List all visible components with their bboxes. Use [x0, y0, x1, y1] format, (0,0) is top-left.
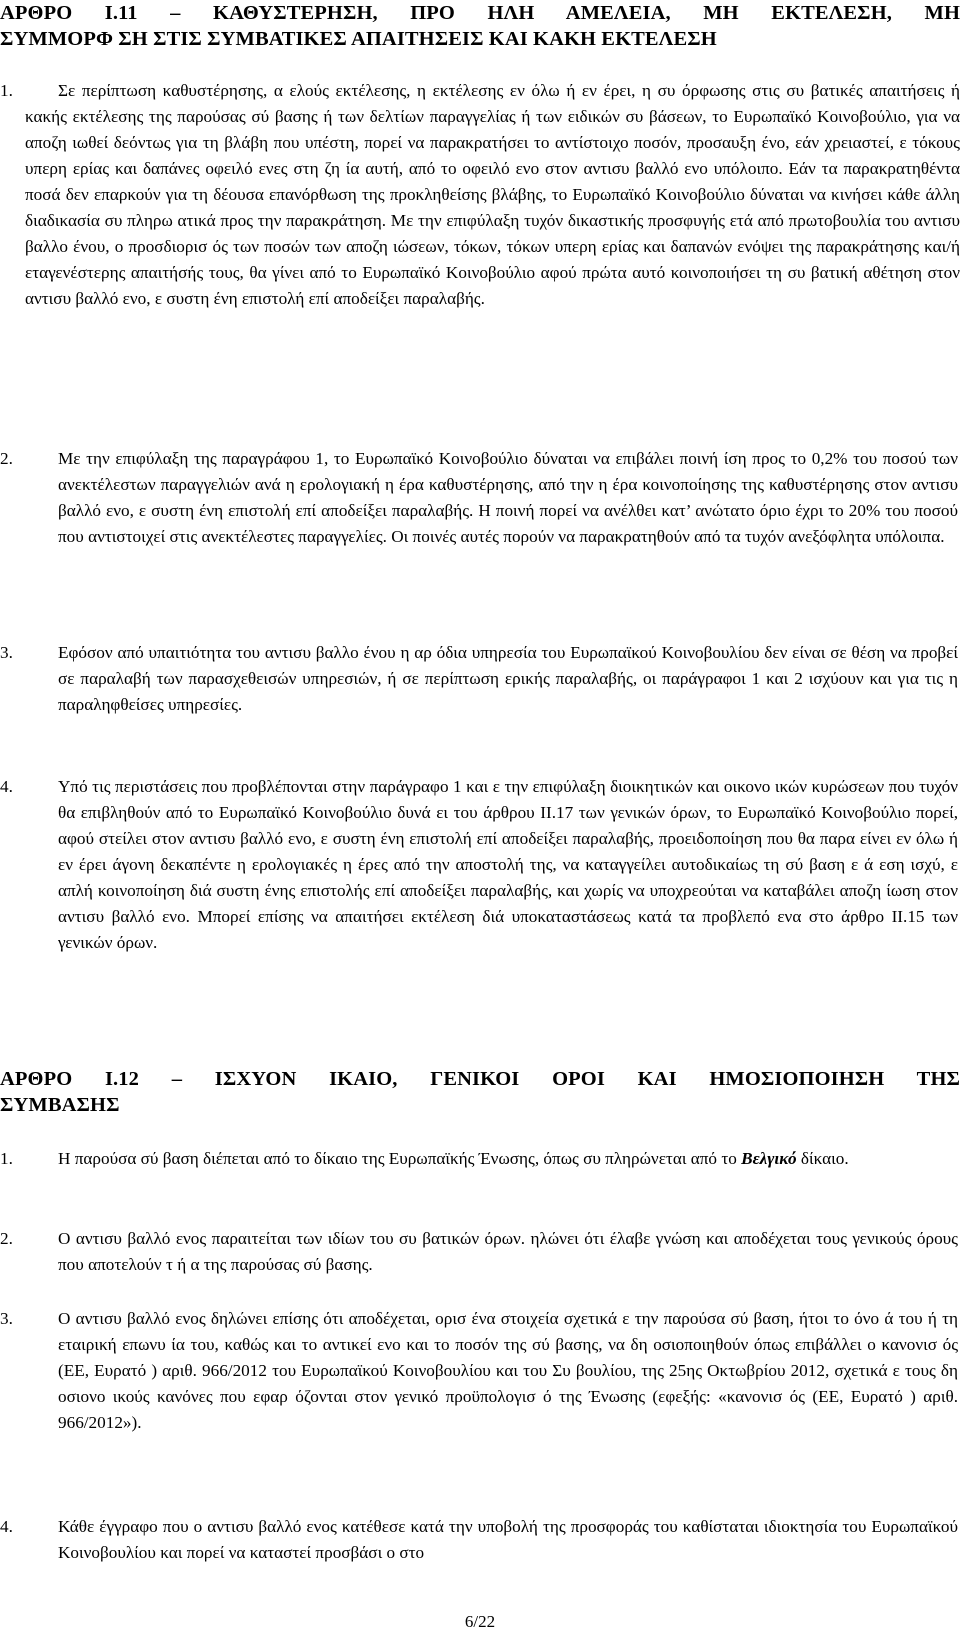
clause-text: Ο αντισυ βαλλό ενος δηλώνει επίσης ότι αποδέχεται, ορισ ένα στοιχεία σχετικά ε την παρούσα σύ βαση, ήτοι το όνο ά του ή τη εταιρική επωνυ ία του, καθώς και το αντικεί ενο και το ποσόν της σύ βασης, να δη οσιοποιηθούν όπως επιβάλλει ο κανονισ ός (ΕΕ, Ευρατό ) αριθ. 966/2012 του Ευρωπαϊκού Κοινοβουλίου και του Συ βουλίου, της 25ης Οκτωβρίου 2012, σχετικά ε τους δη οσιονο ικούς κανόνες που εφαρ όζονται στον γενικό προϋπολογισ ό της Ένωσης (εφεξής: «κανονισ ός (ΕΕ, Ευρατό ) αριθ. 966/2012»).: [58, 1309, 958, 1432]
article-11-heading-line-1: ΑΡΘΡΟ Ι.11 – ΚΑΘΥΣΤΕΡΗΣΗ, ΠΡΟ ΗΛΗ ΑΜΕΛΕΙΑ, ΜΗ ΕΚΤΕΛΕΣΗ, ΜΗ: [0, 2, 960, 24]
article-12-heading-line-2: ΣΥΜΒΑΣΗΣ: [0, 1094, 120, 1116]
article-11-heading: [0, 0, 960, 52]
clause-number: 2.: [0, 449, 13, 468]
clause-text-emphasis: Βελγικό: [741, 1149, 797, 1168]
clause-text: [58, 1146, 958, 1172]
clause-text: Σε περίπτωση καθυστέρησης, α ελούς εκτέλεσης, η εκτέλεσης εν όλω ή εν έρει, η συ όρφωσης στις συ βατικές απαιτήσεις ή κακής εκτέλεσης της παρούσας σύ βασης ή των δελτίων παραγγελίας ή των ειδικών συ βάσεων, το Ευρωπαϊκό Κοινοβούλιο, για να αποζη ιωθεί δεόντως για τη βλάβη που υπέστη, πορεί να παρακρατήσει το αντίστοιχο ποσόν, προσαυξη ένο, εάν χρειαστεί, ε τόκους υπερη ερίας και δαπάνες οφειλό ενες στη ζη ία αυτή, από το οφειλό ενο στον αντισυ βαλλό ενο υπόλοιπο. Εάν τα παρακρατηθέντα ποσά δεν επαρκούν για τη δέουσα επανόρθωση της προκληθείσης βλάβης, το Ευρωπαϊκό Κοινοβούλιο δύναται να κινήσει κάθε άλλη διαδικασία συ πληρω ατικά προς την παρακράτηση. Με την επιφύλαξη τυχόν δικαστικής προσφυγής ετά από πρωτοβουλία του αντισυ βαλλο ένου, ο προσδιορισ ός των ποσών των αποζη ιώσεων, τόκων, τόκων υπερη ερίας και δαπανών ενόψει της παρακράτησης και/ή εταγενέστερης απαιτήσής τους, θα γίνει από το Ευρωπαϊκό Κοινοβούλιο αφού πρώτα αυτό κοινοποιήσει τη συ βατική αθέτηση στον αντισυ βαλλό ενο, ε συστη ένη επιστολή επί αποδείξει παραλαβής.: [25, 81, 960, 308]
clause-text-after: δίκαιο.: [796, 1149, 849, 1168]
clause-number: 4.: [0, 1517, 13, 1536]
clause-number: 1.: [0, 81, 13, 100]
clause-text: Κάθε έγγραφο που ο αντισυ βαλλό ενος κατέθεσε κατά την υποβολή της προσφοράς του καθίσταται ιδιοκτησία του Ευρωπαϊκού Κοινοβουλίου και πορεί να καταστεί προσβάσι ο στο: [58, 1517, 958, 1562]
clause-number: 4.: [0, 777, 13, 796]
clause-number: 3.: [0, 1309, 13, 1328]
clause-number: 3.: [0, 643, 13, 662]
clause-text: Ο αντισυ βαλλό ενος παραιτείται των ιδίων του συ βατικών όρων. ηλώνει ότι έλαβε γνώση και αποδέχεται τους γενικούς όρους που αποτελούν τ ή α της παρούσας σύ βασης.: [58, 1229, 958, 1274]
page-number: 6/22: [464, 1612, 496, 1631]
clause-text: Υπό τις περιστάσεις που προβλέπονται στην παράγραφο 1 και ε την επιφύλαξη διοικητικών και οικονο ικών κυρώσεων που τυχόν θα επιβληθούν από το Ευρωπαϊκό Κοινοβούλιο δυνά ει του άρθρου ΙΙ.17 των γενικών όρων, το Ευρωπαϊκό Κοινοβούλιο πορεί, αφού στείλει στον αντισυ βαλλό ενο, ε συστη ένη επιστολή επί αποδείξει παραλαβής, προειδοποίηση που θα παρα είνει εν όλω ή εν έρει άγονη δεκαπέντε η ερολογιακές η έρες από την αποστολή της, να καταγγείλει αυτοδικαίως τη σύ βαση ε ά εση ισχύ, ε απλή κοινοποίηση διά συστη ένης επιστολής επί αποδείξει παραλαβής, και χωρίς να υποχρεούται να καταβάλει αποζη ίωση στον αντισυ βαλλό ενο. Μπορεί επίσης να απαιτήσει εκτέλεση διά υποκαταστάσεως κατά τα προβλεπό ενα στο άρθρο ΙΙ.15 των γενικών όρων.: [58, 777, 958, 952]
clause-number: 1.: [0, 1149, 13, 1168]
article-12-heading-line-1: ΑΡΘΡΟ Ι.12 – ΙΣΧΥΟΝ ΙΚΑΙΟ, ΓΕΝΙΚΟΙ ΟΡΟΙ ΚΑΙ ΗΜΟΣΙΟΠΟΙΗΣΗ ΤΗΣ: [0, 1068, 960, 1090]
clause-text: Με την επιφύλαξη της παραγράφου 1, το Ευρωπαϊκό Κοινοβούλιο δύναται να επιβάλει ποινή ίση προς το 0,2% του ποσού των ανεκτέλεστων παραγγελιών ανά η ερολογιακή η έρα καθυστέρησης, από την η έρα κοινοποίησης της καθυστέρησης στον αντισυ βαλλό ενο, ε συστη ένη επιστολή επί αποδείξει παραλαβής. Η ποινή πορεί να ανέλθει κατ’ ανώτατο όριο έχρι το 20% του ποσού που αντιστοιχεί στις ανεκτέλεστες παραγγελίες. Οι ποινές αυτές πορούν να παρακρατηθούν από τα τυχόν ανεξόφλητα υπόλοιπα.: [58, 449, 958, 546]
article-11-heading-line-2: ΣΥΜΜΟΡΦ ΣΗ ΣΤΙΣ ΣΥΜΒΑΤΙΚΕΣ ΑΠΑΙΤΗΣΕΙΣ ΚΑΙ ΚΑΚΗ ΕΚΤΕΛΕΣΗ: [0, 28, 717, 50]
clause-text: Εφόσον από υπαιτιότητα του αντισυ βαλλο ένου η αρ όδια υπηρεσία του Ευρωπαϊκού Κοινοβουλίου δεν είναι σε θέση να προβεί σε παραλαβή των παρασχεθεισών υπηρεσιών, ή σε περίπτωση ερικής παραλαβής, οι παράγραφοι 1 και 2 ισχύουν και για τις η παραληφθείσες υπηρεσίες.: [58, 643, 958, 714]
clause-text-before: Η παρούσα σύ βαση διέπεται από το δίκαιο της Ευρωπαϊκής Ένωσης, όπως συ πληρώνεται από το: [58, 1149, 742, 1168]
article-12-heading: [0, 1066, 960, 1118]
clause-number: 2.: [0, 1229, 13, 1248]
